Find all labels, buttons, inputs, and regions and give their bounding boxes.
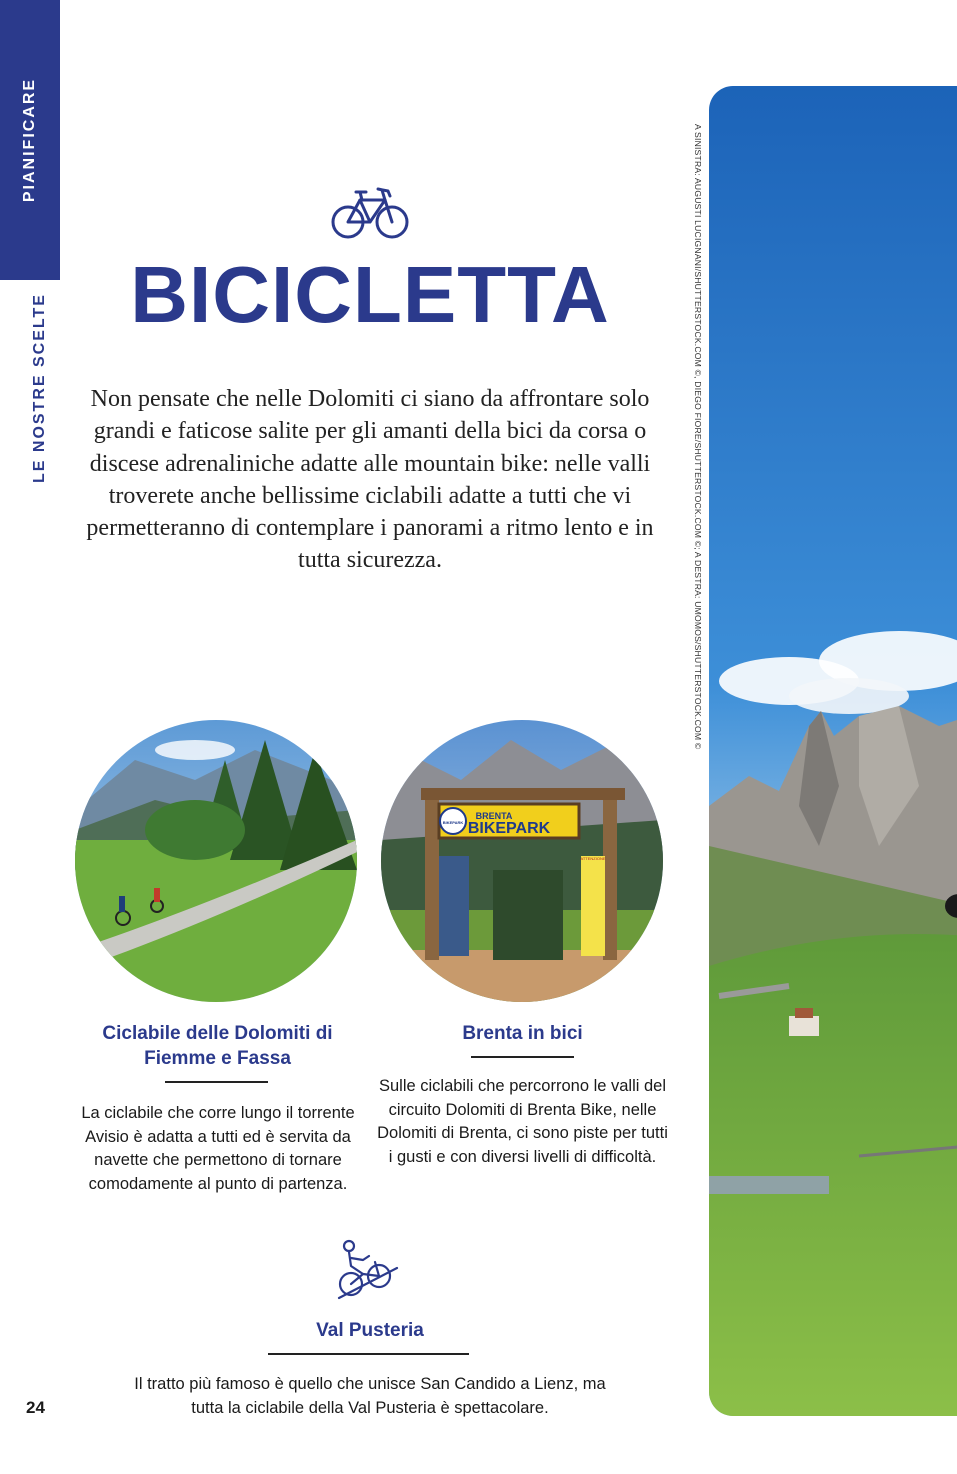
- road-bike-icon: [330, 184, 410, 240]
- card-divider: [268, 1353, 469, 1355]
- subsection-label-text: LE NOSTRE SCELTE: [31, 293, 48, 483]
- card-title-brenta: Brenta in bici: [462, 1023, 583, 1044]
- card-text-brenta: Sulle ciclabili che percorrono le valli del circuito Dolomiti di Brenta Bike, nelle Dolomiti di Brenta, ci sono piste per tutti i gusti e con diversi livelli di difficoltà.: [377, 1077, 668, 1166]
- sign-logo-text: BIKEPARK: [442, 820, 464, 825]
- card-divider: [471, 1056, 574, 1058]
- photo-brenta-bikepark: [381, 720, 663, 1002]
- photo-dolomites-landscape: [709, 86, 957, 1416]
- photo-credit-text: A SINISTRA: AUGUSTI LUCIGNANI/SHUTTERSTOCK.COM ©, DIEGO FIORE/SHUTTERSTOCK.COM ©; A DESTRA: UMOMOS/SHUTTERSTOCK.COM ©: [693, 124, 703, 750]
- sign-main-text: BIKEPARK: [467, 820, 551, 837]
- sign-notice-text: ATTENZIONE: [580, 856, 606, 861]
- card-title-fiemme-fassa: Ciclabile delle Dolomiti di Fiemme e Fassa: [102, 1023, 333, 1069]
- section-tab-label: PIANIFICARE: [21, 77, 38, 203]
- subsection-label: [20, 283, 60, 483]
- page-number: 24: [26, 1398, 45, 1417]
- photo-credit: [688, 124, 708, 834]
- page-title: BICICLETTA: [130, 250, 610, 339]
- card-title-val-pusteria: Val Pusteria: [316, 1320, 424, 1341]
- mountain-bike-icon: [335, 1238, 401, 1300]
- sign-top-text: BRENTA: [475, 811, 513, 821]
- card-divider: [165, 1081, 268, 1083]
- card-text-val-pusteria: Il tratto più famoso è quello che unisce San Candido a Lienz, ma tutta la ciclabile della Val Pusteria è spettacolare.: [134, 1375, 606, 1417]
- photo-bike-path: [75, 720, 357, 1002]
- intro-paragraph: Non pensate che nelle Dolomiti ci siano da affrontare solo grandi e faticose salite per gli amanti della bici da corsa o discese adrenaliniche adatte alle mountain bike: nelle valli troverete anche bellissime ciclabili adatte a tutti che vi permetteranno di contemplare i panorami a ritmo lento e in tutta sicurezza.: [86, 386, 654, 574]
- card-text-fiemme-fassa: La ciclabile che corre lungo il torrente Avisio è adatta a tutti ed è servita da navette che permettono di tornare comodamente al punto di partenza.: [81, 1104, 355, 1193]
- section-tab: [0, 0, 60, 280]
